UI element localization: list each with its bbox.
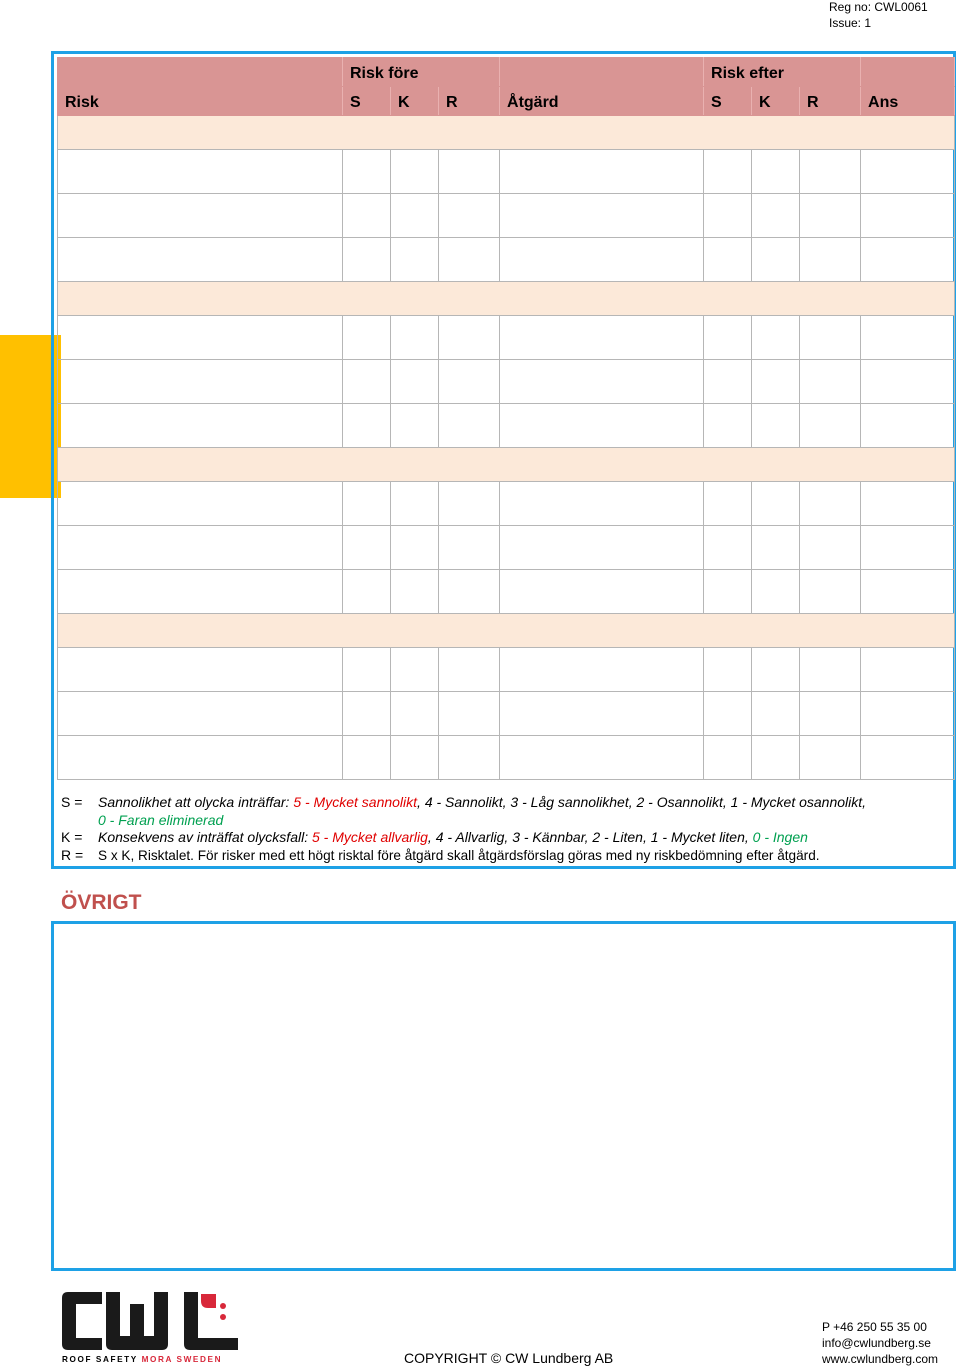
- col-s-before: S: [343, 87, 391, 116]
- legend-k-line: [61, 829, 951, 847]
- table-row: [58, 648, 955, 692]
- table-row: [58, 404, 955, 448]
- legend-k-scale: , 4 - Allvarlig, 3 - Kännbar, 2 - Liten, 1 - Mycket liten,: [427, 829, 753, 845]
- col-risk: Risk: [58, 87, 343, 116]
- risk-after-header: Risk efter: [704, 58, 861, 87]
- legend-r-line: [61, 847, 951, 865]
- risk-table: [57, 57, 955, 780]
- table-row: [58, 360, 955, 404]
- section-row: [58, 282, 955, 316]
- col-r-after: R: [800, 87, 861, 116]
- legend-s-line-2: [61, 812, 951, 830]
- legend-s-high: 5 - Mycket sannolikt: [293, 794, 418, 810]
- legend-s-label: Sannolikhet att olycka inträffar:: [98, 794, 294, 810]
- table-row: [58, 482, 955, 526]
- ovrigt-title: ÖVRIGT: [61, 891, 142, 914]
- legend-k-high: 5 - Mycket allvarlig: [312, 829, 428, 845]
- reg-info: [829, 0, 928, 32]
- header-row-groups: [58, 58, 955, 87]
- contact-website[interactable]: www.cwlundberg.com: [822, 1352, 939, 1366]
- col-action: Åtgärd: [500, 87, 704, 116]
- legend-r-key: R =: [61, 846, 84, 863]
- copyright-text: COPYRIGHT © CW Lundberg AB: [404, 1350, 614, 1366]
- ovrigt-notes-box[interactable]: [51, 921, 956, 1271]
- legend-r-text: S x K, Risktalet. För risker med ett högt risktal före åtgärd skall åtgärdsförslag göras med ny riskbedömning efter åtgärd.: [98, 847, 820, 863]
- table-row: [58, 736, 955, 780]
- legend-s-scale: , 4 - Sannolikt, 3 - Låg sannolikhet, 2 - Osannolikt, 1 - Mycket osannolikt,: [417, 794, 867, 810]
- cwl-logo: [60, 1290, 240, 1365]
- section-row: [58, 448, 955, 482]
- risk-before-header: Risk före: [343, 58, 500, 87]
- legend-k-zero: 0 - Ingen: [752, 829, 808, 845]
- table-row: [58, 570, 955, 614]
- table-row: [58, 316, 955, 360]
- col-s-after: S: [704, 87, 752, 116]
- col-responsible: Ans: [861, 87, 955, 116]
- legend-k-key: K =: [61, 829, 83, 845]
- cwl-logo-mark: [60, 1290, 240, 1365]
- reg-number: Reg no: CWL0061: [829, 0, 928, 14]
- contact-email[interactable]: info@cwlundberg.se: [822, 1336, 931, 1350]
- section-row: [58, 116, 955, 150]
- table-row: [58, 238, 955, 282]
- col-r-before: R: [439, 87, 500, 116]
- logo-tagline: ROOF SAFETY MORA SWEDEN: [62, 1355, 223, 1364]
- risk-table-frame: [51, 51, 956, 869]
- issue-number: Issue: 1: [829, 16, 872, 30]
- section-row: [58, 614, 955, 648]
- legend-s-zero: 0 - Faran eliminerad: [98, 811, 224, 828]
- col-k-before: K: [391, 87, 439, 116]
- table-row: [58, 194, 955, 238]
- table-row: [58, 526, 955, 570]
- header-row-columns: [58, 87, 955, 116]
- legend: [61, 794, 951, 864]
- legend-s-line: [61, 794, 951, 812]
- legend-k-label: Konsekvens av inträffat olycksfall:: [98, 829, 312, 845]
- table-row: [58, 150, 955, 194]
- contact-info: [822, 1319, 938, 1367]
- table-row: [58, 692, 955, 736]
- legend-s-key: S =: [61, 794, 83, 810]
- col-k-after: K: [752, 87, 800, 116]
- contact-phone: P +46 250 55 35 00: [822, 1320, 927, 1334]
